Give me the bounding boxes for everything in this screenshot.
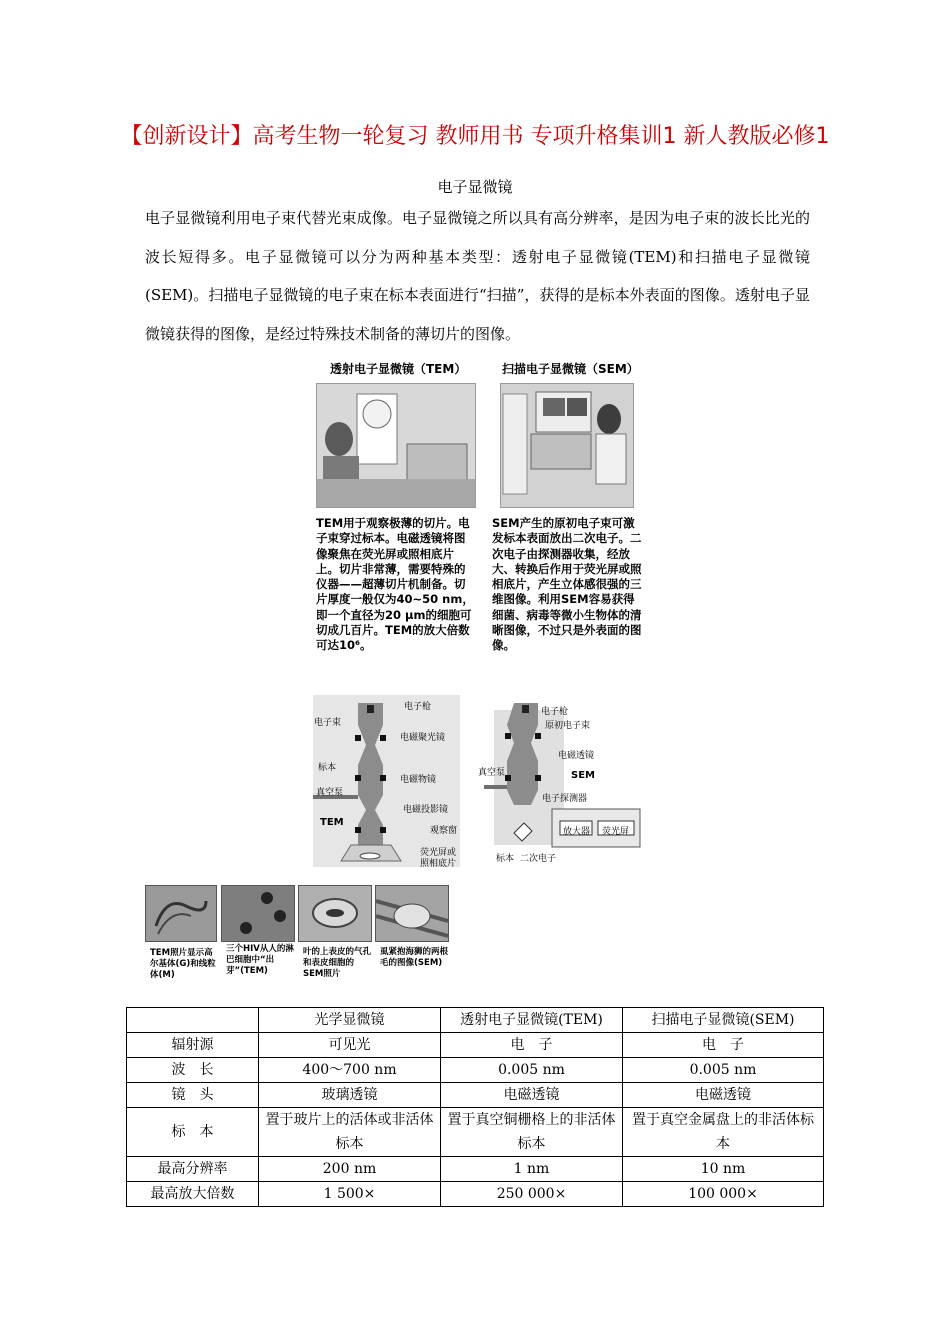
- sem-photo: [500, 383, 634, 508]
- section-heading: 电子显微镜: [437, 178, 513, 196]
- table-header-cell: 透射电子显微镜(TEM): [441, 1008, 623, 1033]
- sem-label-secondary-electron: 二次电子: [520, 854, 557, 864]
- tem-label-vacuum-pump: 真空泵: [316, 788, 344, 798]
- table-cell: 1 500×: [259, 1182, 441, 1207]
- thumbnail-caption-stoma: 叶的上表皮的气孔和表皮细胞的SEM照片: [303, 947, 372, 979]
- tem-caption: TEM用于观察极薄的切片。电子束穿过标本。电磁透镜将图像聚焦在荧光屏或照相底片上。切片非常薄，需要特殊的仪器——超薄切片机制备。切片厚度一般仅为40~50 nm，即一个直径为20 μm的细胞可切成几百片。TEM的放大倍数可达10⁶。: [316, 516, 474, 653]
- sem-label-screen: 荧光屏: [602, 827, 630, 837]
- table-cell: 可见光: [259, 1033, 441, 1058]
- thumbnail-hiv: [221, 885, 295, 942]
- tem-label-specimen: 标本: [318, 763, 337, 773]
- table-row: [127, 1033, 824, 1058]
- thumbnail-golgi: [145, 885, 217, 942]
- table-cell: 0.005 nm: [441, 1058, 623, 1083]
- table-row: [127, 1058, 824, 1083]
- sem-label-electron-gun: 电子枪: [541, 707, 569, 717]
- table-cell: 400～700 nm: [259, 1058, 441, 1083]
- sem-label-lens: 电磁透镜: [558, 751, 595, 761]
- tem-photo: [316, 383, 476, 508]
- table-header-row: [127, 1008, 824, 1033]
- sem-label-amplifier: 放大器: [563, 827, 591, 837]
- thumbnail-caption-golgi: TEM照片显示高尔基体(G)和线粒体(M): [150, 948, 216, 980]
- table-cell: 250 000×: [441, 1182, 623, 1207]
- table-cell: 0.005 nm: [623, 1058, 824, 1083]
- table-cell: 玻璃透镜: [259, 1083, 441, 1108]
- comparison-table: [126, 1007, 824, 1207]
- table-header-cell: [127, 1008, 259, 1033]
- table-cell: 辐射源: [127, 1033, 259, 1058]
- tem-diagram-tag: TEM: [320, 817, 344, 828]
- tem-figure-title: 透射电子显微镜（TEM）: [330, 362, 467, 376]
- tem-label-condenser: 电磁聚光镜: [400, 733, 446, 743]
- thumbnail-caption-hiv: 三个HIV从人的淋巴细胞中“出芽”(TEM): [226, 944, 294, 976]
- table-row: [127, 1157, 824, 1182]
- sem-label-specimen: 标本: [496, 854, 515, 864]
- sem-label-detector: 电子探测器: [542, 794, 588, 804]
- table-cell: 100 000×: [623, 1182, 824, 1207]
- table-cell: 置于真空金属盘上的非活体标本: [623, 1108, 824, 1157]
- thumbnail-louse: [375, 885, 449, 942]
- table-cell: 电 子: [623, 1033, 824, 1058]
- table-cell: 镜 头: [127, 1083, 259, 1108]
- tem-label-viewing-window: 观察窗: [430, 826, 458, 836]
- sem-caption: SEM产生的原初电子束可激发标本表面放出二次电子。二次电子由探测器收集，经放大、转换后作用于荧光屏或照相底片，产生立体感很强的三维图像。利用SEM容易获得细菌、病毒等微小生物体的清晰图像，不过只是外表面的图像。: [492, 516, 642, 653]
- tem-label-screen-1: 荧光屏或: [420, 848, 457, 858]
- tem-label-screen-2: 照相底片: [420, 859, 457, 869]
- sem-label-primary-beam: 原初电子束: [545, 721, 591, 731]
- tem-label-objective: 电磁物镜: [400, 775, 437, 785]
- table-cell: 标 本: [127, 1108, 259, 1157]
- sem-figure-title: 扫描电子显微镜（SEM）: [502, 362, 639, 376]
- table-cell: 置于玻片上的活体或非活体标本: [259, 1108, 441, 1157]
- sem-diagram-tag: SEM: [571, 770, 595, 781]
- table-cell: 置于真空铜栅格上的非活体标本: [441, 1108, 623, 1157]
- table-cell: 最高放大倍数: [127, 1182, 259, 1207]
- thumbnail-stoma: [298, 885, 372, 942]
- table-row: [127, 1083, 824, 1108]
- document-title: 【创新设计】高考生物一轮复习 教师用书 专项升格集训1 新人教版必修1: [120, 124, 830, 149]
- table-header-cell: 扫描电子显微镜(SEM): [623, 1008, 824, 1033]
- table-cell: 10 nm: [623, 1157, 824, 1182]
- tem-label-electron-gun: 电子枪: [404, 702, 432, 712]
- table-cell: 波 长: [127, 1058, 259, 1083]
- intro-text: 电子显微镜利用电子束代替光束成像。电子显微镜之所以具有高分辨率，是因为电子束的波长比光的波长短得多。电子显微镜可以分为两种基本类型：透射电子显微镜(TEM)和扫描电子显微镜(SEM)。扫描电子显微镜的电子束在标本表面进行“扫描”，获得的是标本外表面的图像。透射电子显微镜获得的图像，是经过特殊技术制备的薄切片的图像。: [145, 209, 810, 343]
- table-header-cell: 光学显微镜: [259, 1008, 441, 1033]
- tem-label-projector: 电磁投影镜: [403, 805, 449, 815]
- table-row: [127, 1182, 824, 1207]
- sem-label-vacuum-pump: 真空泵: [478, 768, 506, 778]
- table-cell: 电 子: [441, 1033, 623, 1058]
- table-cell: 电磁透镜: [623, 1083, 824, 1108]
- table-cell: 1 nm: [441, 1157, 623, 1182]
- table-cell: 电磁透镜: [441, 1083, 623, 1108]
- tem-label-electron-beam: 电子束: [314, 718, 342, 728]
- table-cell: 200 nm: [259, 1157, 441, 1182]
- intro-paragraph: [145, 199, 810, 353]
- thumbnail-caption-louse: 虱紧抱海狮的两根毛的图像(SEM): [380, 947, 449, 968]
- table-cell: 最高分辨率: [127, 1157, 259, 1182]
- table-row: [127, 1108, 824, 1157]
